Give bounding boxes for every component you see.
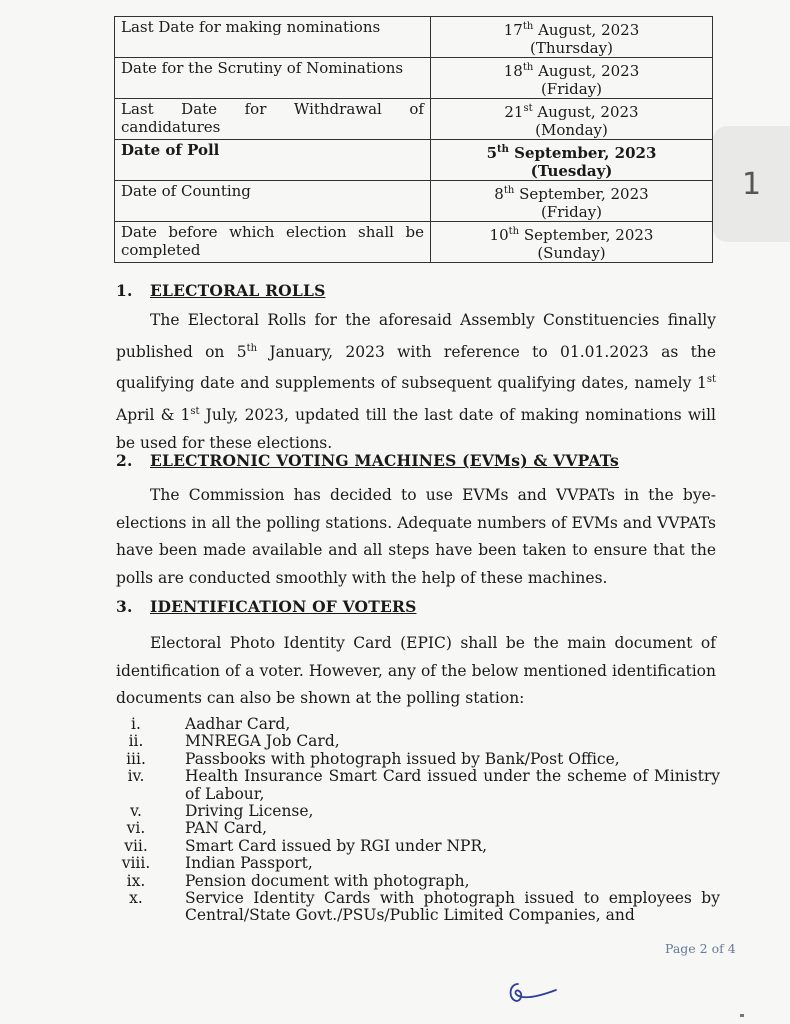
section-heading-electoral-rolls: 1. ELECTORAL ROLLS (116, 281, 326, 300)
list-item: ii. MNREGA Job Card, (128, 732, 340, 751)
table-row (115, 99, 713, 140)
list-item: vi. PAN Card, (126, 819, 268, 838)
section-heading-evms: 2. ELECTRONIC VOTING MACHINES (EVMs) & VVPATs (116, 451, 619, 470)
date-cell: 10th September, 2023 (Sunday) (431, 222, 713, 263)
event-cell: Date of Counting (115, 181, 431, 222)
list-item: viii. Indian Passport, (121, 854, 313, 873)
page-indicator-label: 1 (741, 166, 762, 202)
list-item: x. Service Identity Cards with photograph issued to employees by Central/State Govt./PSUs/Public Limited Companies, and (129, 889, 720, 925)
page-number: Page 2 of 4 (665, 941, 736, 956)
table-row (115, 58, 713, 99)
list-item: vii. Smart Card issued by RGI under NPR, (124, 836, 488, 855)
table-row (115, 222, 713, 263)
event-cell: Last Date for Withdrawal of candidatures (115, 99, 431, 140)
list-item: ix. Pension document with photograph, (126, 871, 470, 890)
date-cell: 5th September, 2023 (Tuesday) (431, 140, 713, 181)
list-item: iii. Passbooks with photograph issued by Bank/Post Office, (126, 749, 620, 768)
table-row (115, 140, 713, 181)
section-paragraph-electoral-rolls: The Electoral Rolls for the aforesaid Assembly Constituencies finally published on 5th January, 2023 with reference to 01.01.2023 as the qualifying date and supplements of subsequent qualifying dates, namely 1st April & 1st July, 2023, updated till the last date of making nominations will be used for these elections. (116, 311, 716, 452)
section-paragraph-evms: The Commission has decided to use EVMs and VVPATs in the bye-elections in all the polling stations. Adequate numbers of EVMs and VVPATs have been made available and all steps have been taken to ensure that the polls are conducted smoothly with the help of these machines. (116, 486, 716, 587)
list-item: v. Driving License, (130, 802, 314, 821)
list-item: i. Aadhar Card, (131, 715, 291, 733)
date-cell: 17th August, 2023 (Thursday) (431, 17, 713, 58)
date-cell: 18th August, 2023 (Friday) (431, 58, 713, 99)
signature-initial-icon (500, 976, 570, 1006)
table-row (115, 17, 713, 58)
scan-mark (740, 1014, 744, 1017)
election-schedule-table (114, 16, 713, 263)
section-heading-identification: 3. IDENTIFICATION OF VOTERS (116, 597, 417, 616)
event-cell: Date for the Scrutiny of Nominations (115, 58, 431, 99)
date-cell: 21st August, 2023 (Monday) (431, 99, 713, 140)
list-item: iv. Health Insurance Smart Card issued under the scheme of Ministry of Labour, (127, 767, 720, 803)
event-cell: Date of Poll (115, 140, 431, 181)
page-indicator-tab[interactable] (713, 126, 790, 242)
section-paragraph-identification: Electoral Photo Identity Card (EPIC) shall be the main document of identification of a voter. However, any of the below mentioned identification documents can also be shown at the polling station: (116, 634, 716, 708)
table-row (115, 181, 713, 222)
date-cell: 8th September, 2023 (Friday) (431, 181, 713, 222)
identification-documents-list (116, 716, 720, 925)
event-cell: Date before which election shall be completed (115, 222, 431, 263)
event-cell: Last Date for making nominations (115, 17, 431, 58)
